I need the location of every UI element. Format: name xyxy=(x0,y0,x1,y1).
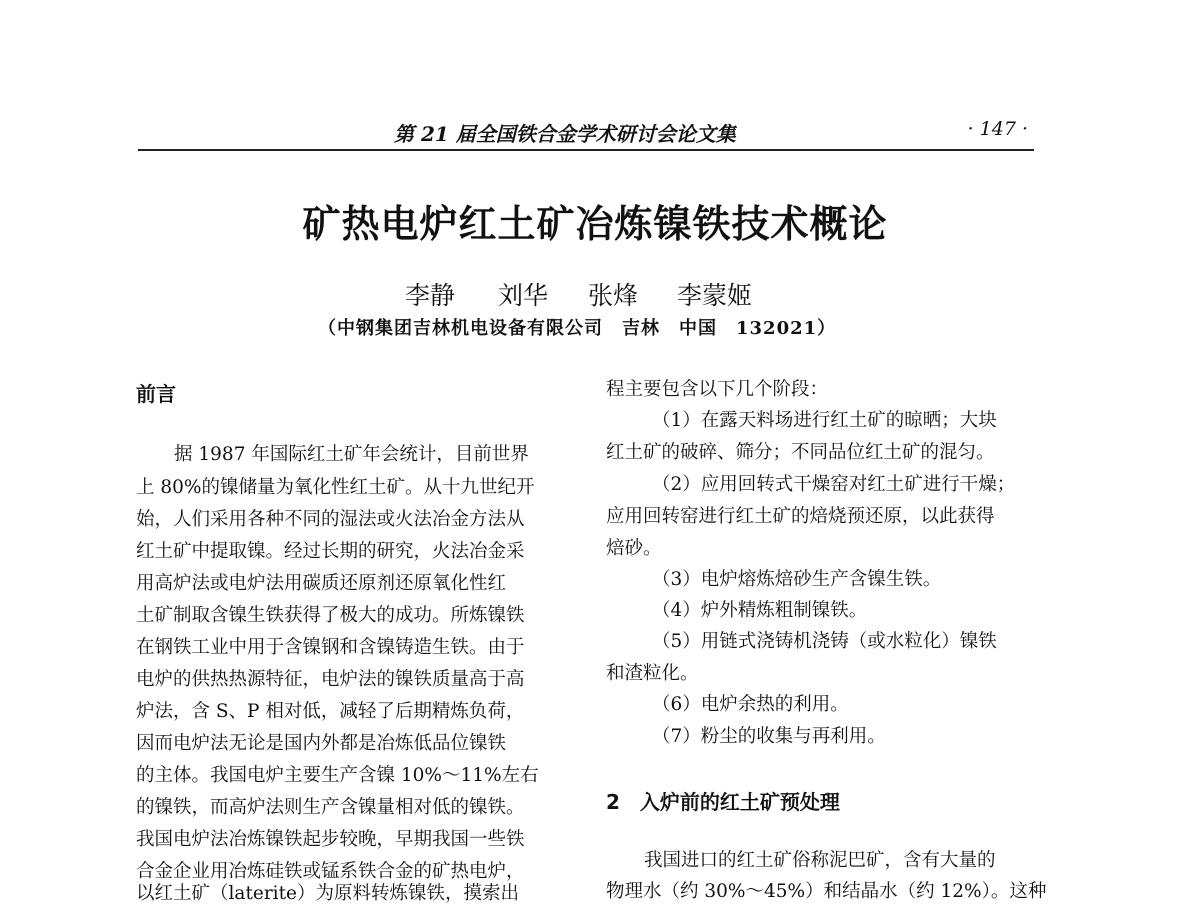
body-line: 我国电炉法冶炼镍铁起步较晚，早期我国一些铁 xyxy=(136,829,525,850)
body-line: 据 1987 年国际红土矿年会统计，目前世界 xyxy=(174,444,529,465)
body-line: 应用回转窑进行红土矿的焙烧预还原，以此获得 xyxy=(606,506,995,527)
author-name: 李静 xyxy=(405,281,456,310)
author-name: 张烽 xyxy=(588,281,639,310)
author-list xyxy=(395,276,795,310)
list-item: （5）用链式浇铸机浇铸（或水粒化）镍铁 xyxy=(652,631,997,652)
section-heading-2: 2 入炉前的红土矿预处理 xyxy=(606,790,840,814)
body-line: 炉法，含 S、P 相对低，减轻了后期精炼负荷， xyxy=(136,701,525,722)
list-item: （3）电炉熔炼焙砂生产含镍生铁。 xyxy=(652,569,942,590)
body-line: 以红土矿（laterite）为原料转炼镍铁，摸索出 xyxy=(136,883,519,904)
body-line: 和渣粒化。 xyxy=(606,663,699,684)
body-line: 始，人们采用各种不同的湿法或火法冶金方法从 xyxy=(136,509,525,530)
body-line: 上 80%的镍储量为氧化性红土矿。从十九世纪开 xyxy=(136,477,535,498)
journal-title: 第 21 届全国铁合金学术研讨会论文集 xyxy=(394,122,736,146)
body-line: 红土矿的破碎、筛分；不同品位红土矿的混匀。 xyxy=(606,442,995,463)
list-item: （1）在露天料场进行红土矿的晾晒；大块 xyxy=(652,410,997,431)
body-line: 合金企业用冶炼硅铁或锰系铁合金的矿热电炉， xyxy=(136,861,525,882)
body-line: 的主体。我国电炉主要生产含镍 10%～11%左右 xyxy=(136,765,539,786)
list-item: （4）炉外精炼粗制镍铁。 xyxy=(652,600,868,621)
body-line: 红土矿中提取镍。经过长期的研究，火法冶金采 xyxy=(136,541,525,562)
paper-title: 矿热电炉红土矿冶炼镍铁技术概论 xyxy=(302,202,888,246)
list-item: （7）粉尘的收集与再利用。 xyxy=(652,726,886,747)
affiliation: （中钢集团吉林机电设备有限公司 吉林 中国 132021） xyxy=(318,318,837,339)
body-line: 因而电炉法无论是国内外都是冶炼低品位镍铁 xyxy=(136,733,507,754)
body-line: 用高炉法或电炉法用碳质还原剂还原氧化性红 xyxy=(136,573,507,594)
section-heading-preface: 前言 xyxy=(136,382,176,406)
list-item: （2）应用回转式干燥窑对红土矿进行干燥； xyxy=(652,474,1016,495)
body-line: 物理水（约 30%～45%）和结晶水（约 12%）。这种 xyxy=(606,881,1047,902)
body-line: 土矿制取含镍生铁获得了极大的成功。所炼镍铁 xyxy=(136,605,525,626)
body-line: 我国进口的红土矿俗称泥巴矿，含有大量的 xyxy=(644,850,996,871)
page-number: · 147 · xyxy=(967,118,1028,140)
body-line: 电炉的供热热源特征，电炉法的镍铁质量高于高 xyxy=(136,669,525,690)
header-rule xyxy=(138,149,1034,151)
running-head xyxy=(140,118,1032,144)
body-line: 程主要包含以下几个阶段： xyxy=(606,379,829,400)
author-name: 刘华 xyxy=(498,281,549,310)
list-item: （6）电炉余热的利用。 xyxy=(652,694,849,715)
body-line: 的镍铁，而高炉法则生产含镍量相对低的镍铁。 xyxy=(136,797,525,818)
body-line: 在钢铁工业中用于含镍钢和含镍铸造生铁。由于 xyxy=(136,637,525,658)
body-line: 焙砂。 xyxy=(606,538,662,559)
author-name: 李蒙姬 xyxy=(677,281,753,310)
